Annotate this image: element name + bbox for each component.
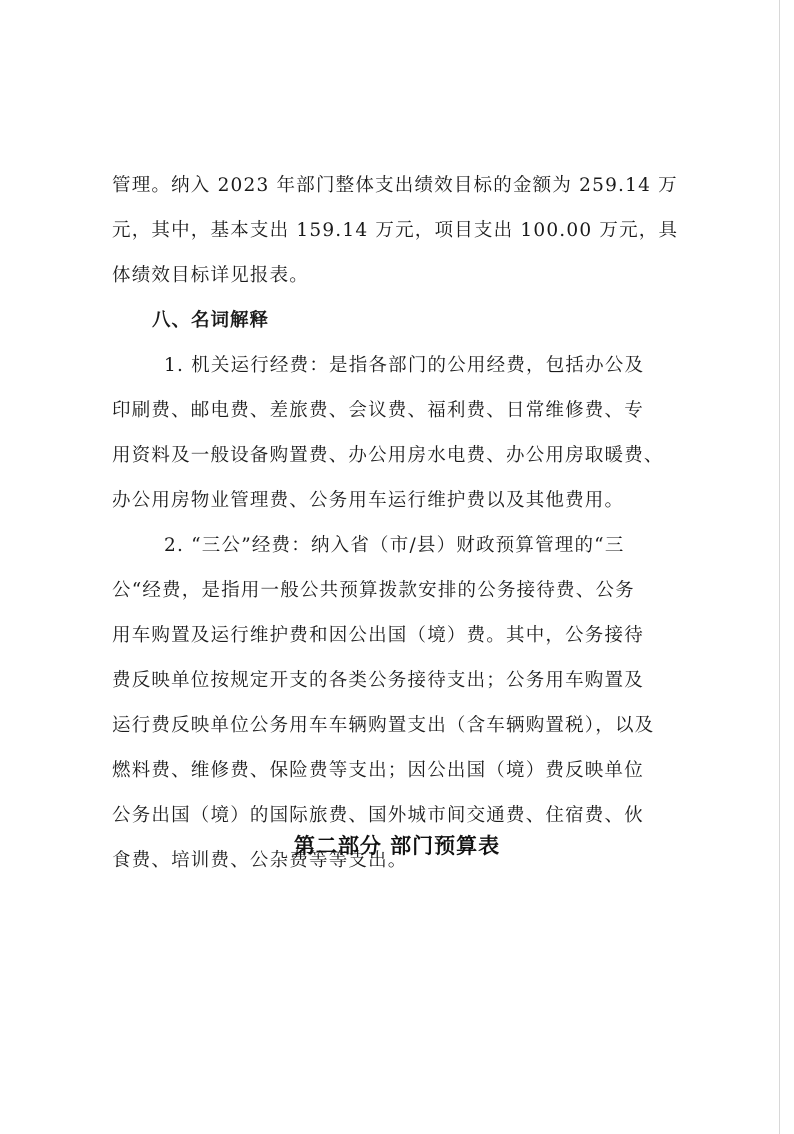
body-text (112, 163, 684, 883)
item1-line-1: 1. 机关运行经费：是指各部门的公用经费，包括办公及 (164, 355, 645, 376)
item1-line-4: 办公用房物业管理费、公务用车运行维护费以及其他费用。 (112, 490, 625, 511)
intro-line-1: 管理。纳入 2023 年部门整体支出绩效目标的金额为 259.14 万 (112, 175, 678, 196)
item2-line-7: 公务出国（境）的国际旅费、国外城市间交通费、住宿费、伙 (112, 805, 644, 826)
item1-line-3: 用资料及一般设备购置费、办公用房水电费、办公用房取暖费、 (112, 445, 664, 466)
item2-line-5: 运行费反映单位公务用车车辆购置支出（含车辆购置税），以及 (112, 715, 655, 736)
intro-line-2: 元，其中，基本支出 159.14 万元，项目支出 100.00 万元，具 (112, 220, 679, 241)
item2-line-8: 食费、培训费、公杂费等等支出。 (112, 850, 408, 871)
item1-line-2: 印刷费、邮电费、差旅费、会议费、福利费、日常维修费、专 (112, 400, 644, 421)
item2-line-2: 公“经费，是指用一般公共预算拨款安排的公务接待费、公务 (112, 580, 635, 601)
item2-line-4: 费反映单位按规定开支的各类公务接待支出；公务用车购置及 (112, 670, 644, 691)
scan-edge-line (779, 0, 780, 1134)
intro-line-3: 体绩效目标详见报表。 (112, 265, 310, 286)
part-two-title: 第二部分 部门预算表 (293, 833, 501, 858)
item2-line-1: 2. “三公”经费：纳入省（市/县）财政预算管理的“三 (164, 535, 625, 556)
section-heading-glossary: 八、名词解释 (152, 310, 270, 331)
item2-line-3: 用车购置及运行维护费和因公出国（境）费。其中，公务接待 (112, 625, 644, 646)
item2-line-6: 燃料费、维修费、保险费等支出；因公出国（境）费反映单位 (112, 760, 644, 781)
